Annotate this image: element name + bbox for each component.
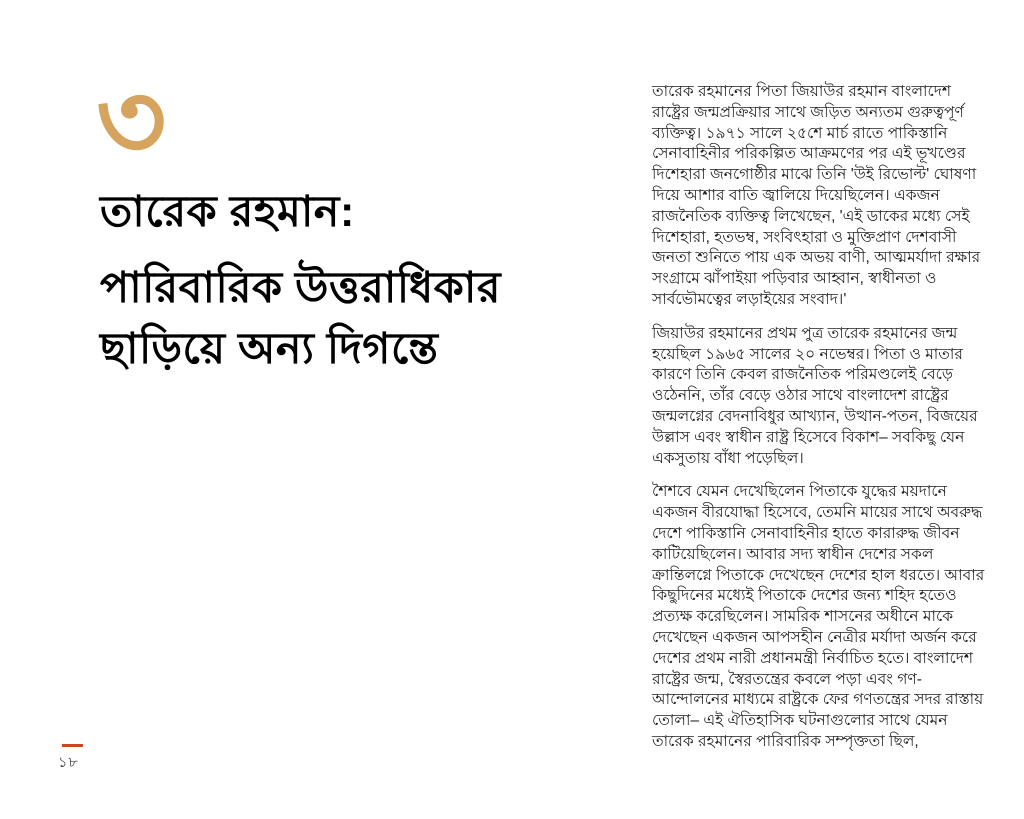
page-number: ১৮ [58, 755, 79, 771]
body-paragraph: তারেক রহমানের পিতা জিয়াউর রহমান বাংলাদেশ রাষ্ট্রের জন্মপ্রক্রিয়ার সাথে জড়িত অন্যতম গুরুত্বপূর্ণ ব্যক্তিত্ব। ১৯৭১ সালে ২৫শে মার্চ রাতে পাকিস্তানি সেনাবাহিনীর পরিকল্পিত আক্রমণের পর এই ভূখণ্ডের দিশেহারা জনগোষ্ঠীর মাঝে তিনি 'উই রিভোল্ট' ঘোষণা দিয়ে আশার বাতি জ্বালিয়ে দিয়েছিলেন। একজন রাজনৈতিক ব্যক্তিত্ব লিখেছেন, 'এই ডাকের মধ্যে সেই দিশেহারা, হতভম্ব, সংবিৎহারা ও মুক্তিপ্রাণ দেশবাসী জনতা শুনিতে পায় এক অভয় বাণী, আত্মমর্যাদা রক্ষার সংগ্রামে ঝাঁপাইয়া পড়িবার আহ্বান, স্বাধীনতা ও সার্বভৌমত্বের লড়াইয়ের সংবাদ।' [652, 83, 981, 308]
chapter-title-line-1: তারেক রহমান: [100, 188, 355, 236]
body-text-column [652, 82, 988, 766]
chapter-title-line-2: পারিবারিক উত্তরাধিকার [100, 264, 501, 312]
footer-accent-rule [62, 744, 83, 747]
body-paragraph: শৈশবে যেমন দেখেছিলেন পিতাকে যুদ্ধের ময়দানে একজন বীরযোদ্ধা হিসেবে, তেমনি মায়ের সাথে অবরুদ্ধ দেশে পাকিস্তানি সেনাবাহিনীর হাতে কারারুদ্ধ জীবন কাটিয়েছিলেন। আবার সদ্য স্বাধীন দেশের সকল ক্রান্তিলগ্নে পিতাকে দেখেছেন দেশের হাল ধরতে। আবার কিছুদিনের মধ্যেই পিতাকে দেশের জন্য শহিদ হতেও প্রত্যক্ষ করেছিলেন। সামরিক শাসনের অধীনে মাকে দেখেছেন একজন আপসহীন নেত্রীর মর্যাদা অর্জন করে দেশের প্রথম নারী প্রধানমন্ত্রী নির্বাচিত হতে। বাংলাদেশ রাষ্ট্রের জন্ম, স্বৈরতন্ত্রের কবলে পড়া এবং গণ-আন্দোলনের মাধ্যমে রাষ্ট্রকে ফের গণতন্ত্রের সদর রাস্তায় তোলা– এই ঐতিহাসিক ঘটনাগুলোর সাথে যেমন তারেক রহমানের পারিবারিক সম্পৃক্ততা ছিল, [652, 483, 985, 750]
chapter-number-ornament: ৩ [96, 60, 167, 181]
body-paragraph: জিয়াউর রহমানের প্রথম পুত্র তারেক রহমানের জন্ম হয়েছিল ১৯৬৫ সালের ২০ নভেম্বর। পিতা ও মাতার কারণে তিনি কেবল রাজনৈতিক পরিমণ্ডলেই বেড়ে ওঠেননি, তাঁর বেড়ে ওঠার সাথে বাংলাদেশ রাষ্ট্রের জন্মলগ্নের বেদনাবিধুর আখ্যান, উত্থান-পতন, বিজয়ের উল্লাস এবং স্বাধীন রাষ্ট্র হিসেবে বিকাশ– সবকিছু যেন একসুতায় বাঁধা পড়েছিল। [652, 324, 978, 467]
page-footer [58, 744, 83, 776]
chapter-title-line-3: ছাড়িয়ে অন্য দিগন্তে [100, 325, 439, 373]
chapter-title [100, 182, 660, 380]
